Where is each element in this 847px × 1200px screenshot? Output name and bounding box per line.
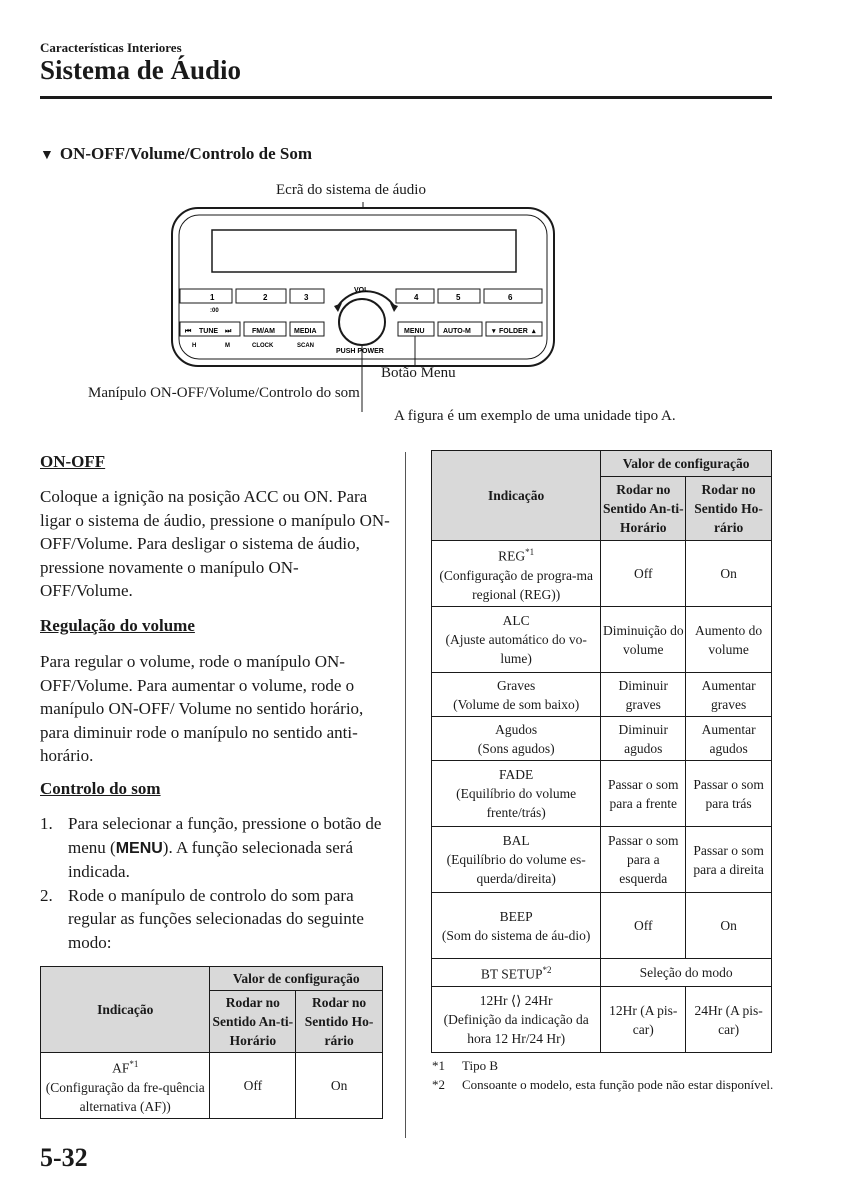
cell-ccw: Passar o som para a esquerda xyxy=(601,827,686,893)
header-indicacao: Indicação xyxy=(41,967,210,1053)
cell-cw: Aumentar agudos xyxy=(686,717,772,761)
step-text: Rode o manípulo de controlo do som para regular as funções selecionadas do seguinte modo: xyxy=(68,885,364,952)
header-valor: Valor de configuração xyxy=(601,451,772,477)
footnote-text: Consoante o modelo, esta função pode não estar disponível. xyxy=(462,1077,774,1092)
svg-text:⏭: ⏭ xyxy=(225,328,232,335)
cell-indicacao: 12Hr ⟨⟩ 24Hr (Definição da indicação da hora 12 Hr/24 Hr) xyxy=(432,987,601,1053)
config-table-left xyxy=(40,966,383,1119)
display-screen xyxy=(212,230,516,272)
cell-indicacao: Agudos (Sons agudos) xyxy=(432,717,601,761)
cell-ccw: Off xyxy=(601,893,686,959)
cell-cw: Passar o som para trás xyxy=(686,761,772,827)
footnote-text: Tipo B xyxy=(462,1058,499,1073)
step-text: Para selecionar a função, pressione o botão de menu ( xyxy=(68,814,382,857)
cell-ccw: Diminuir agudos xyxy=(601,717,686,761)
table-row xyxy=(432,987,772,1053)
triangle-down-icon: ▼ xyxy=(40,148,54,163)
list-item xyxy=(40,884,385,955)
scan-label: SCAN xyxy=(297,343,315,349)
cell-ccw: Off xyxy=(210,1053,296,1119)
vol-label: VOL xyxy=(354,287,369,294)
sound-title: Controlo do som xyxy=(40,779,161,798)
m-label: M xyxy=(225,343,230,349)
preset-6-button xyxy=(484,289,542,303)
volume-knob xyxy=(339,299,385,345)
volume-title: Regulação do volume xyxy=(40,616,195,635)
column-divider xyxy=(405,452,406,1138)
cell-merged: Seleção do modo xyxy=(601,959,772,987)
onoff-text: Coloque a ignição na posição ACC ou ON. Para ligar o sistema de áudio, pressione o manípulo ON-OFF/Volume. Para desligar o sistema de áudio, pressione novamente o manípulo ON-OFF/Volume. xyxy=(40,487,390,600)
cell-indicacao: AF$^{*1}$ (Configuração da fre-quência alternativa (AF)) xyxy=(41,1053,210,1119)
cell-ccw: 12Hr (A pis-car) xyxy=(601,987,686,1053)
page-number: 5-32 xyxy=(40,1143,88,1172)
svg-text:▾: ▾ xyxy=(492,328,496,335)
preset-1-sub: :00 xyxy=(210,308,219,314)
table-row xyxy=(432,959,772,987)
subheading xyxy=(40,144,312,164)
svg-text:▴: ▴ xyxy=(532,328,536,335)
onoff-title: ON-OFF xyxy=(40,452,106,471)
label-menu-button: Botão Menu xyxy=(381,365,456,381)
preset-3-label: 3 xyxy=(304,293,309,302)
clock-label: CLOCK xyxy=(252,343,274,349)
cell-ccw: Passar o som para a frente xyxy=(601,761,686,827)
cell-ccw: Off xyxy=(601,541,686,607)
config-table-right xyxy=(431,450,772,1053)
table-row xyxy=(41,1053,383,1119)
cell-cw: On xyxy=(686,893,772,959)
cell-cw: 24Hr (A pis-car) xyxy=(686,987,772,1053)
tune-label: TUNE xyxy=(199,328,219,335)
step-number: 2. xyxy=(40,885,53,905)
step-number: 1. xyxy=(40,814,53,833)
footnotes xyxy=(432,1056,792,1094)
step-text-end: ). A função selecionada será indicada. xyxy=(68,837,354,881)
label-display: Ecrã do sistema de áudio xyxy=(276,182,426,198)
menu-label: MENU xyxy=(404,328,425,335)
preset-6-label: 6 xyxy=(508,293,513,302)
footnote-mark: *1 xyxy=(432,1058,445,1073)
fmam-label: FM/AM xyxy=(252,328,275,335)
steps-list xyxy=(40,812,385,954)
page-title: Sistema de Áudio xyxy=(40,55,242,85)
menu-key-text: MENU xyxy=(115,839,163,857)
header-cw: Rodar no Sentido Ho-rário xyxy=(686,477,772,541)
svg-text:⏮: ⏮ xyxy=(185,328,192,335)
cell-cw: Aumentar graves xyxy=(686,673,772,717)
push-power-label: PUSH POWER xyxy=(336,348,384,355)
folder-label: FOLDER xyxy=(499,328,528,335)
preset-2-button xyxy=(236,289,286,303)
label-knob: Manípulo ON-OFF/Volume/Controlo do som xyxy=(88,385,360,401)
preset-1-button xyxy=(180,289,232,303)
cell-cw: On xyxy=(296,1053,383,1119)
cell-ccw: Diminuição do volume xyxy=(601,607,686,673)
preset-2-label: 2 xyxy=(263,293,268,302)
cell-cw: Aumento do volume xyxy=(686,607,772,673)
table-row xyxy=(432,607,772,673)
table-row xyxy=(432,893,772,959)
cell-indicacao: REG$^{*1}$ (Configuração de progra-ma regional (REG)) xyxy=(432,541,601,607)
h-label: H xyxy=(192,343,197,349)
header-rule xyxy=(40,96,772,99)
footnote xyxy=(432,1075,792,1094)
table-row xyxy=(432,541,772,607)
table-row xyxy=(432,673,772,717)
preset-4-label: 4 xyxy=(414,293,419,302)
audio-unit-figure xyxy=(170,202,560,412)
footnote xyxy=(432,1056,792,1075)
media-label: MEDIA xyxy=(294,328,317,335)
preset-5-label: 5 xyxy=(456,293,461,302)
table-row xyxy=(432,761,772,827)
cell-indicacao: FADE (Equilíbrio do volume frente/trás) xyxy=(432,761,601,827)
cell-indicacao: Graves (Volume de som baixo) xyxy=(432,673,601,717)
cell-cw: On xyxy=(686,541,772,607)
cell-cw: Passar o som para a direita xyxy=(686,827,772,893)
header-indicacao: Indicação xyxy=(432,451,601,541)
auto-m-label: AUTO-M xyxy=(443,328,471,335)
volume-text: Para regular o volume, rode o manípulo ON-OFF/Volume. Para aumentar o volume, rode o manípulo ON-OFF/ Volume no sentido horário, para diminuir rode o manípulo no sentido anti-horário. xyxy=(40,652,364,765)
section-label: Características Interiores xyxy=(40,40,182,55)
header-ccw: Rodar no Sentido An-ti-Horário xyxy=(210,991,296,1053)
cell-indicacao: BAL (Equilíbrio do volume es-querda/direita) xyxy=(432,827,601,893)
cell-indicacao: BEEP (Som do sistema de áu-dio) xyxy=(432,893,601,959)
header-valor: Valor de configuração xyxy=(210,967,383,991)
right-table-body xyxy=(432,541,772,1053)
footnote-mark: *2 xyxy=(432,1077,445,1092)
table-row xyxy=(432,717,772,761)
cell-indicacao: BT SETUP$^{*2}$ xyxy=(432,959,601,987)
cell-indicacao: ALC (Ajuste automático do vo-lume) xyxy=(432,607,601,673)
header-ccw: Rodar no Sentido An-ti-Horário xyxy=(601,477,686,541)
table-row xyxy=(432,827,772,893)
list-item xyxy=(40,812,385,884)
preset-1-label: 1 xyxy=(210,293,215,302)
cell-ccw: Diminuir graves xyxy=(601,673,686,717)
figure-caption: A figura é um exemplo de uma unidade tipo A. xyxy=(394,408,676,424)
subheading-text: ON-OFF/Volume/Controlo de Som xyxy=(59,144,313,163)
header-cw: Rodar no Sentido Ho-rário xyxy=(296,991,383,1053)
